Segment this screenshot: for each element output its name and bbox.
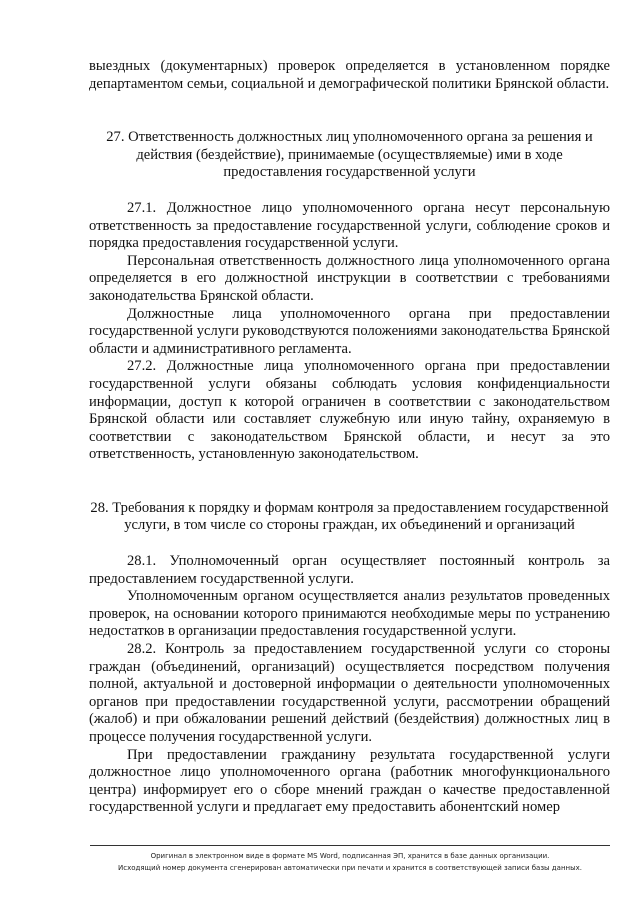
section-27-heading: 27. Ответственность должностных лиц уполномоченного органа за решения и действия (бездействие), принимаемые (осуществляемые) ими в ходе предоставления государственной услуги xyxy=(106,129,593,181)
section-28-paragraph-2: Уполномоченным органом осуществляется анализ результатов проведенных проверок, на основании которого принимаются необходимые меры по устранению недостатков в организации предоставления государственной услуги. xyxy=(89,588,610,640)
section-27-paragraph-3: Должностные лица уполномоченного органа при предоставлении государственной услуги руководствуются положениями законодательства Брянской области и административного регламента. xyxy=(89,305,610,357)
section-27-paragraph-4: 27.2. Должностные лица уполномоченного органа при предоставлении государственной услуги обязаны соблюдать условия конфиденциальности информации, доступ к которой ограничен в соответствии с законодательством Брянской области или составляет служебную или иную тайну, охраняемую в соответствии с законодательством Брянской области, и несут за это ответственность, установленную законодательством. xyxy=(89,358,610,463)
spacer xyxy=(89,93,610,129)
section-28-paragraph-4: При предоставлении гражданину результата государственной услуги должностное лицо уполномоченного органа (работник многофункционального центра) информирует его о сборе мнений граждан о качестве предоставленной государственной услуги и предлагает ему предоставить абонентский номер xyxy=(89,746,610,816)
spacer xyxy=(89,535,610,553)
section-28-paragraph-3: 28.2. Контроль за предоставлением государственной услуги со стороны граждан (объединений, организаций) осуществляется посредством получения полной, актуальной и достоверной информации о деятельности уполномоченных органов при предоставлении государственной услуги, рассмотрении обращений (жалоб) и при обжаловании решений действий (бездействия) должностных лиц в процессе получения государственной услуги. xyxy=(89,641,610,745)
section-28-heading: 28. Требования к порядку и формам контроля за предоставлением государственной услуги, в том числе со стороны граждан, их объединений и организаций xyxy=(90,499,609,534)
document-body xyxy=(89,58,610,817)
section-27-paragraph-1: 27.1. Должностное лицо уполномоченного органа несут персональную ответственность за предоставление государственной услуги, соблюдение сроков и порядка предоставления государственной услуги. xyxy=(89,199,610,252)
page-footer xyxy=(60,850,640,874)
footer-divider xyxy=(90,845,610,846)
footer-line-2: Исходящий номер документа сгенерирован автоматически при печати и хранится в соответствующей записи базы данных. xyxy=(118,864,582,872)
intro-paragraph: выездных (документарных) проверок определяется в установленном порядке департаментом семьи, социальной и демографической политики Брянской области. xyxy=(89,58,610,92)
footer-line-1: Оригинал в электронном виде в формате MS Word, подписанная ЭП, хранится в базе данных организации. xyxy=(150,852,550,860)
spacer xyxy=(89,182,610,200)
section-28-paragraph-1: 28.1. Уполномоченный орган осуществляет постоянный контроль за предоставлением государственной услуги. xyxy=(89,553,610,587)
spacer xyxy=(89,464,610,500)
section-27-paragraph-2: Персональная ответственность должностного лица уполномоченного органа определяется в его должностной инструкции в соответствии с требованиями законодательства Брянской области. xyxy=(89,252,610,304)
